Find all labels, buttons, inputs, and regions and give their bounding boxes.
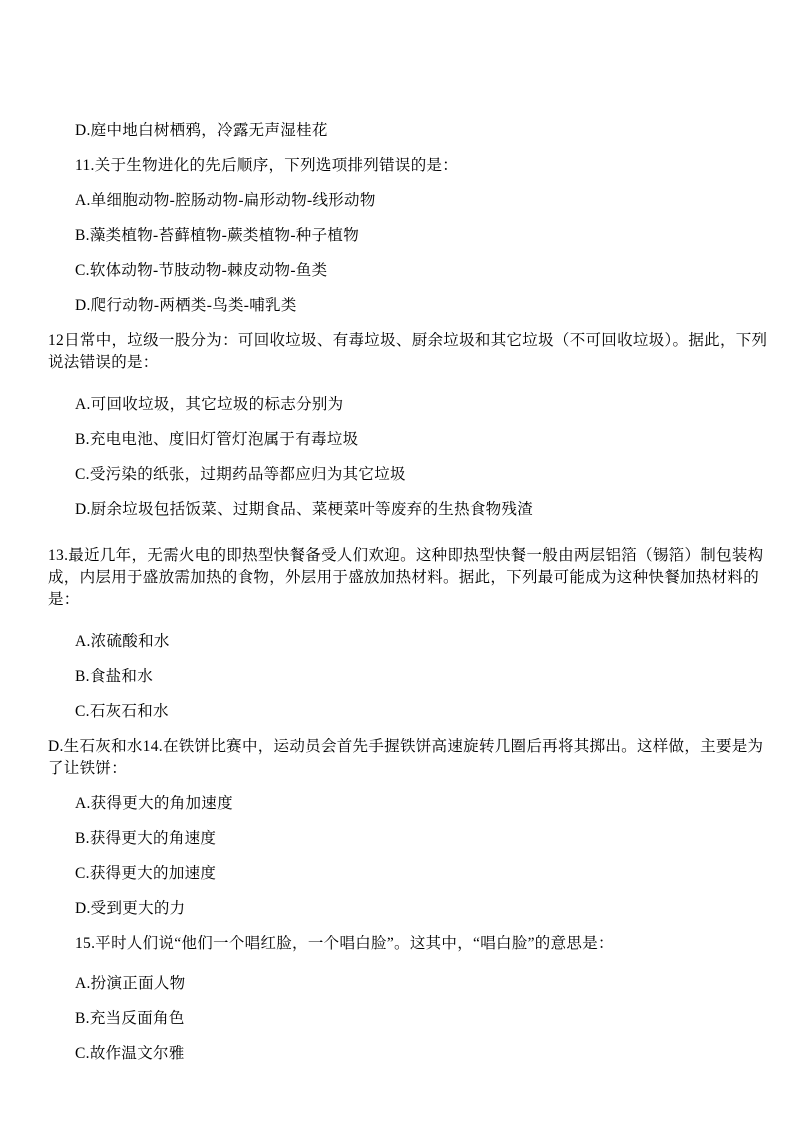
question-15-stem: 15.平时人们说“他们一个唱红脸，一个唱白脸”。这其中，“唱白脸”的意思是： — [75, 935, 614, 952]
question-13-option-c: C.石灰石和水 — [75, 703, 169, 720]
question-13-stem: 13.最近几年，无需火电的即热型快餐备受人们欢迎。这种即热型快餐一般由两层铝箔（锡箔）制包装构成，内层用于盛放需加热的食物，外层用于盛放加热材料。据此，下列最可能成为这种快餐加热材料的是： — [48, 547, 764, 608]
orphan-option-line: D.庭中地白树栖鸦，冷露无声湿桂花 — [75, 122, 328, 139]
question-15-option-b: B.充当反面角色 — [75, 1010, 185, 1027]
question-11-stem: 11.关于生物进化的先后顺序，下列选项排列错误的是： — [75, 157, 459, 174]
question-11-option-a: A.单细胞动物-腔肠动物-扁形动物-线形动物 — [75, 192, 376, 209]
question-12-stem: 12日常中，垃级一股分为：可回收垃圾、有毒垃圾、厨余垃圾和其它垃圾（不可回收垃圾）。据此，下列说法错误的是： — [48, 332, 768, 371]
question-11-option-d: D.爬行动物-两栖类-鸟类-哺乳类 — [75, 297, 297, 314]
question-11-option-c: C.软体动物-节肢动物-棘皮动物-鱼类 — [75, 262, 328, 279]
question-15-option-a: A.扮演正面人物 — [75, 975, 186, 992]
question-15-option-c: C.故作温文尔雅 — [75, 1045, 185, 1062]
question-14-option-c: C.获得更大的加速度 — [75, 865, 217, 882]
question-12-option-c: C.受污染的纸张，过期药品等都应归为其它垃圾 — [75, 466, 406, 483]
question-12-option-d: D.厨余垃圾包括饭菜、过期食品、菜梗菜叶等废弃的生热食物残渣 — [75, 501, 534, 518]
question-13-option-b: B.食盐和水 — [75, 668, 154, 685]
question-11-option-b: B.藻类植物-苔藓植物-蕨类植物-种子植物 — [75, 227, 359, 244]
question-12-option-a: A.可回收垃圾，其它垃圾的标志分别为 — [75, 396, 344, 413]
question-14-option-b: B.获得更大的角速度 — [75, 830, 217, 847]
question-12-option-b: B.充电电池、度旧灯管灯泡属于有毒垃圾 — [75, 431, 359, 448]
question-14-stem: D.生石灰和水14.在铁饼比赛中，运动员会首先手握铁饼高速旋转几圈后再将其掷出。这样做，主要是为了让铁饼： — [48, 738, 764, 777]
question-13-option-a: A.浓硫酸和水 — [75, 633, 170, 650]
question-14-option-a: A.获得更大的角加速度 — [75, 795, 233, 812]
question-14-option-d: D.受到更大的力 — [75, 900, 186, 917]
